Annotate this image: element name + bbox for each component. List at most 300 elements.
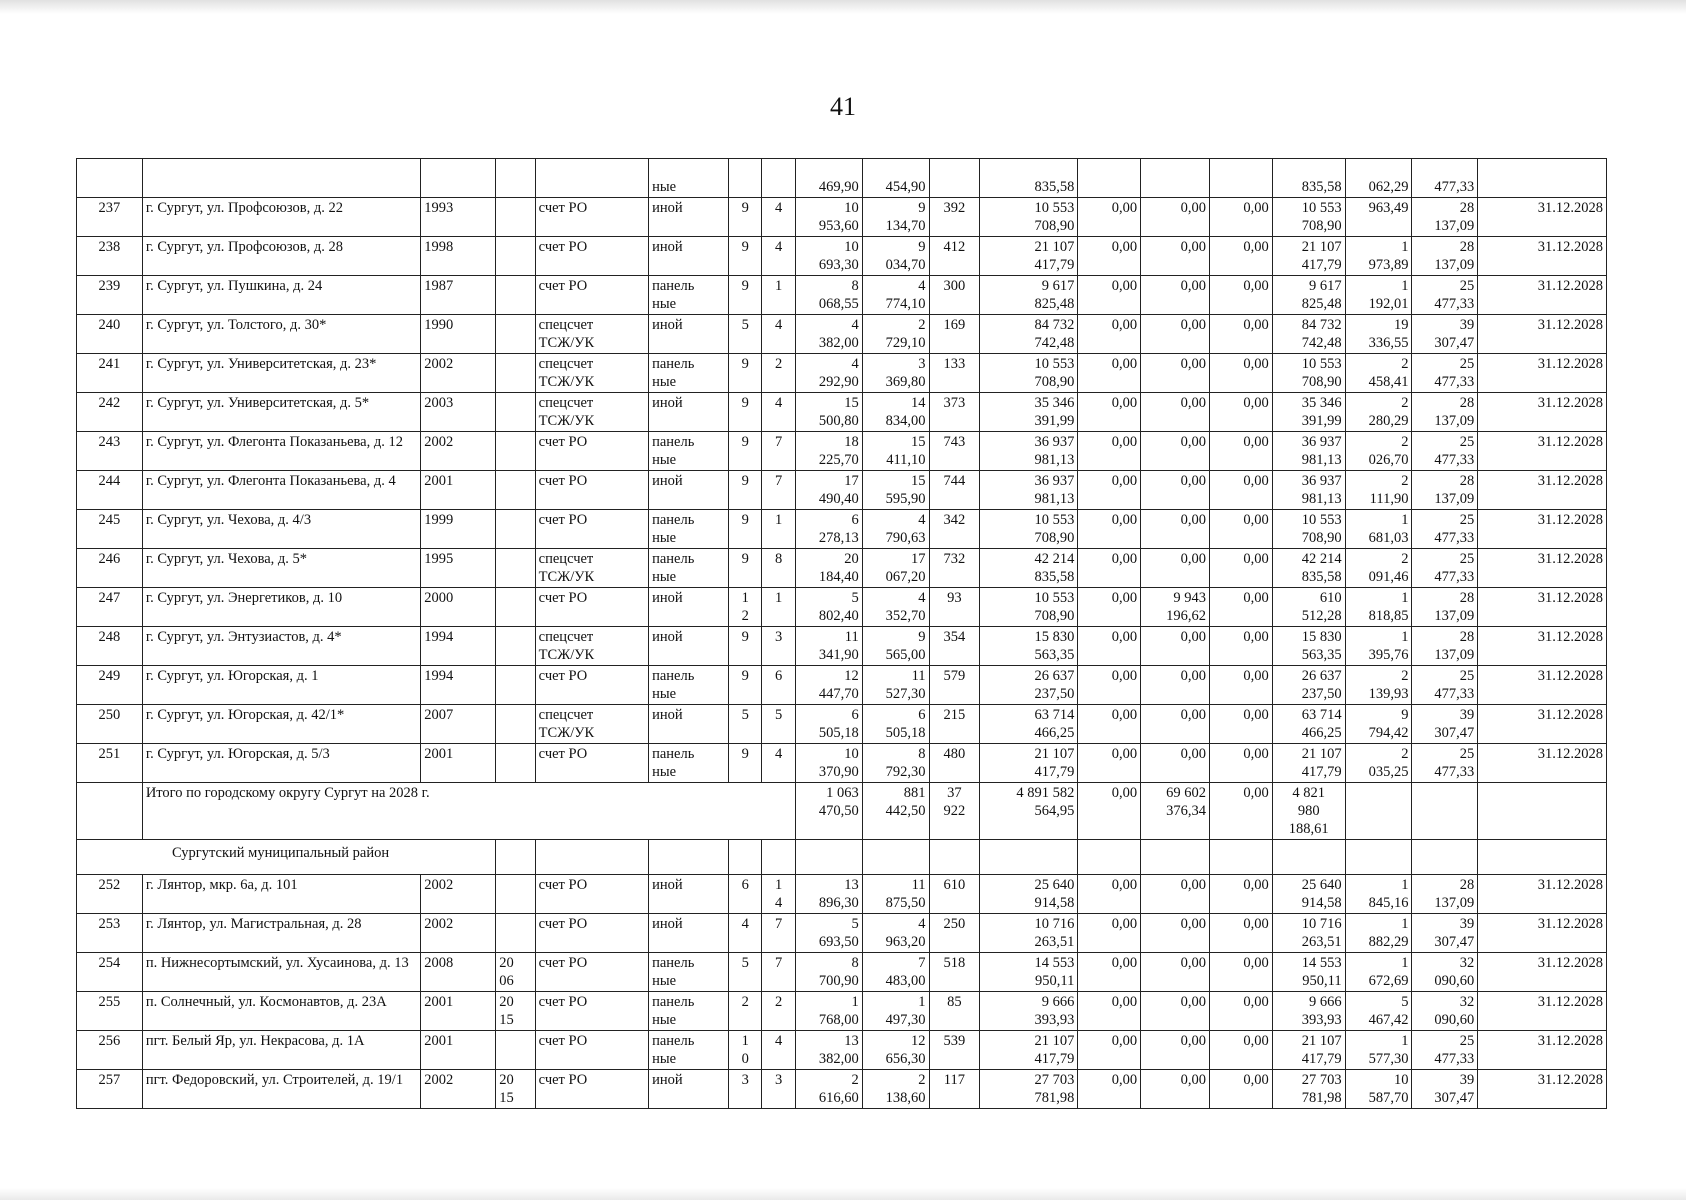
area-living xyxy=(862,315,929,354)
wall-material xyxy=(649,198,729,237)
cost-total xyxy=(980,1070,1078,1109)
fund-method-line: ТСЖ/УК xyxy=(538,569,595,585)
area-living-line: 963,20 xyxy=(885,934,926,950)
wall-material-line: ные xyxy=(652,973,677,989)
area-total-line xyxy=(799,160,859,178)
fund-federal-line xyxy=(1081,160,1137,178)
wall-material xyxy=(649,549,729,588)
fund-owners-line: 914,58 xyxy=(1301,895,1342,911)
fund-method xyxy=(535,588,648,627)
area-total xyxy=(795,875,862,914)
area-total-line: 768,00 xyxy=(818,1012,859,1028)
floors-line xyxy=(732,933,758,951)
limit-cost-line: 307,47 xyxy=(1434,1090,1475,1106)
floors-line: 9 xyxy=(741,668,749,684)
table-row xyxy=(77,914,1607,953)
fund-federal-line: 0,00 xyxy=(1111,629,1138,645)
area-total xyxy=(795,471,862,510)
table-row xyxy=(77,237,1607,276)
deadline-line: 31.12.2028 xyxy=(1537,916,1603,932)
fund-method-line xyxy=(539,972,645,990)
fund-owners-line: 35 346 xyxy=(1301,395,1342,411)
floors-line: 2 xyxy=(741,608,749,624)
floors-line: 9 xyxy=(741,239,749,255)
address xyxy=(142,198,420,237)
fund-method-line xyxy=(539,295,645,313)
cost-total-line: 835,58 xyxy=(1034,179,1075,195)
fund-federal xyxy=(1078,393,1141,432)
fund-owners xyxy=(1272,549,1345,588)
fund-local xyxy=(1209,549,1272,588)
wall-material-line: иной xyxy=(652,707,683,723)
fund-federal xyxy=(1078,315,1141,354)
limit-cost xyxy=(1412,237,1478,276)
cost-total-line: 25 640 xyxy=(1034,877,1075,893)
floors-line: 9 xyxy=(741,629,749,645)
area-total-line: 382,00 xyxy=(818,335,859,351)
area-living-line: 1 xyxy=(918,994,926,1010)
wall-material-line xyxy=(652,256,725,274)
overhaul-year-line xyxy=(499,1050,531,1068)
total-label xyxy=(142,783,795,840)
area-total-line: 1 xyxy=(851,994,859,1010)
entrances-line xyxy=(765,972,791,990)
cost-per-m2-line: 062,29 xyxy=(1368,179,1409,195)
fund-federal-line xyxy=(1081,646,1137,664)
entrances-line: 1 xyxy=(775,512,783,528)
deadline xyxy=(1478,666,1607,705)
floors-line: 1 xyxy=(741,590,749,606)
fund-owners xyxy=(1272,953,1345,992)
fund-method-line xyxy=(539,607,645,625)
fund-owners-line: 835,58 xyxy=(1301,179,1342,195)
wall-material-line xyxy=(652,334,725,352)
area-living-line: 729,10 xyxy=(885,335,926,351)
limit-cost-line: 090,60 xyxy=(1434,1012,1475,1028)
wall-material-line: панель xyxy=(652,668,695,684)
wall-material xyxy=(649,315,729,354)
floors-line xyxy=(732,256,758,274)
limit-cost xyxy=(1412,705,1478,744)
fund-local xyxy=(1209,588,1272,627)
table-row xyxy=(77,510,1607,549)
fund-federal-line xyxy=(1081,412,1137,430)
floors-line: 9 xyxy=(741,200,749,216)
floors xyxy=(729,1031,762,1070)
section-empty-cell-line xyxy=(1349,841,1409,859)
area-total xyxy=(795,992,862,1031)
cost-per-m2-line: 587,70 xyxy=(1368,1090,1409,1106)
limit-cost-line: 477,33 xyxy=(1434,179,1475,195)
area-living-line: 4 xyxy=(918,590,926,606)
deadline xyxy=(1478,875,1607,914)
deadline-line: 31.12.2028 xyxy=(1537,473,1603,489)
residents-line: 392 xyxy=(943,200,966,216)
area-total xyxy=(795,1031,862,1070)
limit-cost-line: 477,33 xyxy=(1434,686,1475,702)
wall-material-line: панель xyxy=(652,994,695,1010)
limit-cost-line xyxy=(1415,784,1474,802)
area-living xyxy=(862,1070,929,1109)
fund-local-line: 0,00 xyxy=(1243,395,1269,411)
wall-material-line: иной xyxy=(652,877,683,893)
wall-material xyxy=(649,588,729,627)
fund-regional-line: 0,00 xyxy=(1180,512,1206,528)
limit-cost-line: 28 xyxy=(1459,200,1475,216)
cost-total-line: 63 714 xyxy=(1034,707,1075,723)
limit-cost-line: 307,47 xyxy=(1434,725,1475,741)
area-total-line: 382,00 xyxy=(818,1051,859,1067)
cost-total xyxy=(980,510,1078,549)
area-living xyxy=(862,471,929,510)
fund-federal xyxy=(1078,198,1141,237)
deadline-line: 31.12.2028 xyxy=(1537,1072,1603,1088)
cost-per-m2 xyxy=(1345,1070,1412,1109)
fund-federal-line: 0,00 xyxy=(1111,473,1138,489)
section-empty-cell xyxy=(1141,840,1210,875)
cost-per-m2 xyxy=(1345,588,1412,627)
section-empty-cell-line xyxy=(1415,841,1474,859)
build-year xyxy=(421,1070,496,1109)
limit-cost-line: 25 xyxy=(1459,356,1475,372)
area-living xyxy=(862,744,929,783)
limit-cost-line: 25 xyxy=(1459,668,1475,684)
floors xyxy=(729,914,762,953)
deadline-line: 31.12.2028 xyxy=(1537,629,1603,645)
fund-owners-line: 512,28 xyxy=(1301,608,1342,624)
address-line: г. Сургут, ул. Энергетиков, д. 10 xyxy=(145,590,343,606)
limit-cost-line: 28 xyxy=(1459,590,1475,606)
row-number-line xyxy=(80,784,139,802)
cost-per-m2 xyxy=(1345,276,1412,315)
cost-total xyxy=(980,992,1078,1031)
area-living-line: 15 xyxy=(911,434,926,450)
cost-per-m2 xyxy=(1345,471,1412,510)
fund-owners-line: 980 xyxy=(1297,803,1320,819)
area-total xyxy=(795,914,862,953)
section-empty-cell-line xyxy=(1213,841,1269,859)
fund-owners-line: 10 553 xyxy=(1301,512,1342,528)
row-number-line: 242 xyxy=(98,395,121,411)
area-living-line: 565,00 xyxy=(885,647,926,663)
deadline xyxy=(1478,471,1607,510)
fund-local-line: 0,00 xyxy=(1243,200,1269,216)
fund-owners xyxy=(1272,237,1345,276)
floors-line: 9 xyxy=(741,278,749,294)
overhaul-year-line xyxy=(499,256,531,274)
cost-per-m2-line: 458,41 xyxy=(1368,374,1409,390)
row-number-line: 237 xyxy=(98,200,121,216)
fund-federal-line xyxy=(1081,334,1137,352)
fund-local xyxy=(1209,159,1272,198)
area-living xyxy=(862,393,929,432)
wall-material-line: ные xyxy=(652,452,677,468)
limit-cost-line: 32 xyxy=(1459,994,1475,1010)
build-year xyxy=(421,471,496,510)
entrances xyxy=(762,627,795,666)
area-living-line: 527,30 xyxy=(885,686,926,702)
cost-per-m2-line: 672,69 xyxy=(1368,973,1409,989)
fund-owners xyxy=(1272,393,1345,432)
fund-regional-line: 0,00 xyxy=(1180,877,1206,893)
fund-federal-line: 0,00 xyxy=(1111,707,1138,723)
area-total-line: 370,90 xyxy=(818,764,859,780)
cost-total xyxy=(980,1031,1078,1070)
floors-line: 1 xyxy=(741,1033,749,1049)
deadline xyxy=(1478,627,1607,666)
section-empty-cell xyxy=(1272,840,1345,875)
fund-method xyxy=(535,198,648,237)
area-total-line: 10 xyxy=(844,239,859,255)
area-total-line: 8 xyxy=(851,278,859,294)
wall-material-line: иной xyxy=(652,629,683,645)
build-year xyxy=(421,666,496,705)
cost-per-m2-line: 2 xyxy=(1401,434,1409,450)
cost-total-line: 10 553 xyxy=(1034,356,1075,372)
cost-total-line: 781,98 xyxy=(1034,1090,1075,1106)
fund-local-line: 0,00 xyxy=(1243,278,1269,294)
fund-method xyxy=(535,953,648,992)
overhaul-year-line xyxy=(499,763,531,781)
build-year xyxy=(421,315,496,354)
build-year-line: 1987 xyxy=(424,278,454,294)
fund-regional-line xyxy=(1144,490,1206,508)
row-number-line: 249 xyxy=(98,668,121,684)
fund-method-line: ТСЖ/УК xyxy=(538,374,595,390)
residents xyxy=(929,953,980,992)
overhaul-year xyxy=(496,432,535,471)
fund-owners xyxy=(1272,627,1345,666)
build-year-line: 1999 xyxy=(424,512,454,528)
area-living-line: 11 xyxy=(911,877,926,893)
fund-local-line: 0,00 xyxy=(1243,668,1269,684)
fund-method-line xyxy=(539,490,645,508)
table-row xyxy=(77,159,1607,198)
entrances-line xyxy=(765,1011,791,1029)
fund-owners xyxy=(1272,705,1345,744)
row-number xyxy=(77,953,143,992)
limit-cost-line: 477,33 xyxy=(1434,764,1475,780)
limit-cost-line: 137,09 xyxy=(1434,895,1475,911)
wall-material-line xyxy=(652,1089,725,1107)
build-year-line: 2000 xyxy=(424,590,454,606)
area-living xyxy=(862,276,929,315)
overhaul-year xyxy=(496,705,535,744)
floors xyxy=(729,666,762,705)
cost-per-m2 xyxy=(1345,992,1412,1031)
fund-owners xyxy=(1272,914,1345,953)
fund-federal-line: 0,00 xyxy=(1111,395,1138,411)
fund-regional xyxy=(1141,992,1210,1031)
area-total-line: 13 xyxy=(844,877,859,893)
fund-regional xyxy=(1141,510,1210,549)
limit-cost xyxy=(1412,276,1478,315)
limit-cost-line: 307,47 xyxy=(1434,934,1475,950)
residents xyxy=(929,237,980,276)
fund-federal-line xyxy=(1081,607,1137,625)
wall-material-line: панель xyxy=(652,278,695,294)
area-total-line: 11 xyxy=(844,629,859,645)
fund-owners-line: 393,93 xyxy=(1301,1012,1342,1028)
row-number-line: 244 xyxy=(98,473,121,489)
fund-regional-line: 0,00 xyxy=(1180,356,1206,372)
wall-material xyxy=(649,666,729,705)
floors-line: 9 xyxy=(741,356,749,372)
overhaul-year-line xyxy=(499,394,531,412)
fund-regional-line: 0,00 xyxy=(1180,629,1206,645)
cost-total-line: 263,51 xyxy=(1034,934,1075,950)
entrances xyxy=(762,666,795,705)
fund-local xyxy=(1209,627,1272,666)
wall-material-line xyxy=(652,412,725,430)
fund-method-line: ТСЖ/УК xyxy=(538,413,595,429)
row-number xyxy=(77,510,143,549)
row-number xyxy=(77,1031,143,1070)
floors xyxy=(729,354,762,393)
row-number-line: 252 xyxy=(98,877,121,893)
fund-local-line: 0,00 xyxy=(1243,551,1269,567)
build-year xyxy=(421,432,496,471)
fund-owners-line: 25 640 xyxy=(1301,877,1342,893)
area-total xyxy=(795,198,862,237)
housing-repair-table xyxy=(76,158,1607,1109)
overhaul-year-line xyxy=(499,745,531,763)
fund-method-line: счет РО xyxy=(538,1072,588,1088)
fund-local xyxy=(1209,992,1272,1031)
area-total-line: 2 xyxy=(851,1072,859,1088)
limit-cost-line: 137,09 xyxy=(1434,218,1475,234)
fund-owners xyxy=(1272,875,1345,914)
address-line: г. Сургут, ул. Чехова, д. 5* xyxy=(145,551,308,567)
address xyxy=(142,953,420,992)
area-living xyxy=(862,666,929,705)
wall-material-line: панель xyxy=(652,356,695,372)
wall-material xyxy=(649,432,729,471)
fund-local-line: 0,00 xyxy=(1243,785,1269,801)
overhaul-year-line xyxy=(499,490,531,508)
area-living-line: 875,50 xyxy=(885,895,926,911)
entrances-line: 4 xyxy=(775,395,783,411)
fund-local-line: 0,00 xyxy=(1243,916,1269,932)
build-year-line: 1998 xyxy=(424,239,454,255)
fund-method-line: счет РО xyxy=(538,1033,588,1049)
residents xyxy=(929,914,980,953)
entrances xyxy=(762,953,795,992)
row-number-line: 245 xyxy=(98,512,121,528)
table-body xyxy=(77,159,1607,1109)
wall-material-line: ные xyxy=(652,1012,677,1028)
residents xyxy=(929,1070,980,1109)
floors-line xyxy=(732,295,758,313)
fund-regional-line: 0,00 xyxy=(1180,994,1206,1010)
deadline xyxy=(1478,914,1607,953)
floors xyxy=(729,471,762,510)
address-line: г. Сургут, ул. Толстого, д. 30* xyxy=(145,317,327,333)
deadline xyxy=(1478,510,1607,549)
cost-per-m2-line: 19 xyxy=(1393,317,1409,333)
area-living xyxy=(862,237,929,276)
area-living-line: 497,30 xyxy=(885,1012,926,1028)
floors-line: 3 xyxy=(741,1072,749,1088)
area-total xyxy=(795,276,862,315)
area-total-line: 469,90 xyxy=(818,179,859,195)
fund-owners-line: 950,11 xyxy=(1302,973,1342,989)
area-living-line: 483,00 xyxy=(885,973,926,989)
row-number xyxy=(77,276,143,315)
address xyxy=(142,393,420,432)
cost-total-line: 825,48 xyxy=(1034,296,1075,312)
section-empty-cell xyxy=(1345,840,1412,875)
fund-regional xyxy=(1141,744,1210,783)
fund-owners-line: 42 214 xyxy=(1301,551,1342,567)
build-year xyxy=(421,992,496,1031)
fund-owners xyxy=(1272,992,1345,1031)
fund-federal-line xyxy=(1081,256,1137,274)
area-total-line: 184,40 xyxy=(818,569,859,585)
deadline xyxy=(1478,588,1607,627)
row-number-line: 248 xyxy=(98,629,121,645)
fund-regional-line xyxy=(1144,295,1206,313)
overhaul-year-line xyxy=(499,589,531,607)
overhaul-year-line xyxy=(499,685,531,703)
area-living-line: 6 xyxy=(918,707,926,723)
floors-line: 9 xyxy=(741,434,749,450)
fund-owners-line: 63 714 xyxy=(1301,707,1342,723)
fund-regional xyxy=(1141,315,1210,354)
cost-total xyxy=(980,588,1078,627)
deadline-line: 31.12.2028 xyxy=(1537,590,1603,606)
fund-local-line xyxy=(1213,160,1269,178)
fund-method-line: счет РО xyxy=(538,473,588,489)
wall-material-line xyxy=(652,933,725,951)
overhaul-year-line xyxy=(499,1032,531,1050)
residents xyxy=(929,705,980,744)
fund-local xyxy=(1209,875,1272,914)
fund-owners xyxy=(1272,588,1345,627)
cost-total-line: 237,50 xyxy=(1034,686,1075,702)
area-living xyxy=(862,992,929,1031)
deadline xyxy=(1478,705,1607,744)
wall-material xyxy=(649,744,729,783)
wall-material xyxy=(649,276,729,315)
fund-federal-line xyxy=(1081,451,1137,469)
fund-regional-line xyxy=(1144,256,1206,274)
cost-total-line xyxy=(983,160,1074,178)
deadline xyxy=(1478,953,1607,992)
build-year-line: 2002 xyxy=(424,434,454,450)
fund-local-line: 0,00 xyxy=(1243,1033,1269,1049)
area-living-line: 505,18 xyxy=(885,725,926,741)
cost-per-m2 xyxy=(1345,198,1412,237)
fund-owners-line: 417,79 xyxy=(1301,257,1342,273)
build-year xyxy=(421,393,496,432)
limit-cost-line: 477,33 xyxy=(1434,530,1475,546)
fund-regional xyxy=(1141,666,1210,705)
limit-cost-line: 25 xyxy=(1459,551,1475,567)
build-year-line: 2002 xyxy=(424,356,454,372)
entrances-line: 4 xyxy=(775,239,783,255)
fund-owners-line: 4 821 xyxy=(1292,785,1325,801)
fund-method-line: спецсчет xyxy=(538,551,594,567)
entrances-line: 7 xyxy=(775,916,783,932)
residents xyxy=(929,393,980,432)
limit-cost-line: 25 xyxy=(1459,512,1475,528)
wall-material-line xyxy=(652,607,725,625)
area-total-line: 10 xyxy=(844,200,859,216)
fund-local xyxy=(1209,1070,1272,1109)
fund-regional-line xyxy=(1144,373,1206,391)
area-living-line: 11 xyxy=(911,668,926,684)
